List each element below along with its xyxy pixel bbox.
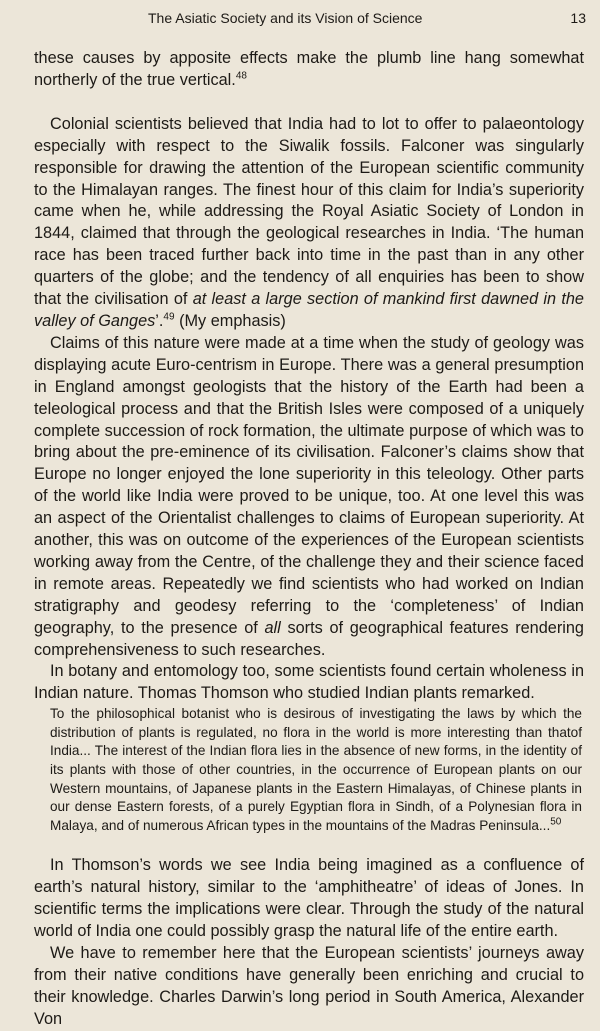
footnote-ref-48: 48 (235, 70, 247, 82)
emphasis-text: at least a large section of mankind first dawned in the valley of Ganges (34, 290, 584, 330)
running-header (0, 10, 600, 32)
emphasis-all: all (264, 618, 281, 637)
block-quote: To the philosophical botanist who is desirous of investigating the laws by which the distribution of plants is regulated, no flora in the world is more interesting than thatof India... The interest of the Indian flora lies in the absence of new forms, in the identity of its plants with those of other countries, in the occurrence of European plants on our Western mountains, of Japanese plants in the Eastern Himalayas, of Chinese plants in our dense Eastern forests, of a purely Egyptian flora in Sindh, of a Polynesian flora in Malaya, and of numerous African types in the mountains of the Madras Peninsula...$^{50}$ (50, 706, 582, 833)
paragraph-continued: these causes by apposite effects make the plumb line hang somewhat northerly of the true vertical.$^{48}$ (34, 49, 584, 89)
body-text (34, 48, 584, 1031)
footnote-ref-50: 50 (550, 816, 562, 828)
running-title: The Asiatic Society and its Vision of Science (148, 10, 423, 26)
paragraph-journeys: We have to remember here that the European scientists’ journeys away from their native conditions have generally been enriching and crucial to their knowledge. Charles Darwin’s long period in South America, Alexander Von (34, 944, 584, 1028)
footnote-ref-49: 49 (163, 311, 175, 323)
paragraph-thomson: In Thomson’s words we see India being imagined as a confluence of earth’s natural history, similar to the ‘amphitheatre’ of ideas of Jones. In scientific terms the implications were clear. Through the study of the natural world of India one could possibly grasp the natural life of the entire earth. (34, 856, 584, 941)
page-number: 13 (570, 10, 586, 26)
paragraph-claims: Claims of this nature were made at a time when the study of geology was displaying acute Euro-centrism in Europe. There was a general presumption in England amongst geologists that the history of the Earth had been a teleological process and that the British Isles were composed of a uniquely complete succession of rock formation, the ultimate purpose of which was to bring about the pre-eminence of its civilisation. Falconer’s claims show that Europe no longer enjoyed the lone superiority in this teleology. Other parts of the world like India were proved to be unique, too. At one level this was an aspect of the Orientalist challenges to claims of European superiority. At another, this was on outcome of the experiences of the European scientists working away from the Centre, of the challenge they and their science faced in remote areas. Repeatedly we find scientists who had worked on Indian stratigraphy and geodesy referring to the ‘completeness’ of Indian geography, to the presence of all sorts of geographical features rendering comprehensiveness to such researches. (34, 333, 584, 659)
paragraph-botany: In botany and entomology too, some scientists found certain wholeness in Indian nature. Thomas Thomson who studied Indian plants remarked. (34, 662, 584, 703)
paragraph-colonial-scientists: Colonial scientists believed that India had to lot to offer to palaeontology especially with respect to the Siwalik fossils. Falconer was singularly responsible for drawing the attention of the European scientific community to the Himalayan ranges. The finest hour of this claim for India’s superiority came when he, while addressing the Royal Asiatic Society of London in 1844, claimed that through the geological researches in India. ‘The human race has been traced further back into time in the past than in any other quarters of the globe; and the tendency of all enquiries has been to show that the civilisation of at least a large section of mankind first dawned in the valley of Ganges’.$^{49}$ (My emphasis) (34, 114, 584, 330)
